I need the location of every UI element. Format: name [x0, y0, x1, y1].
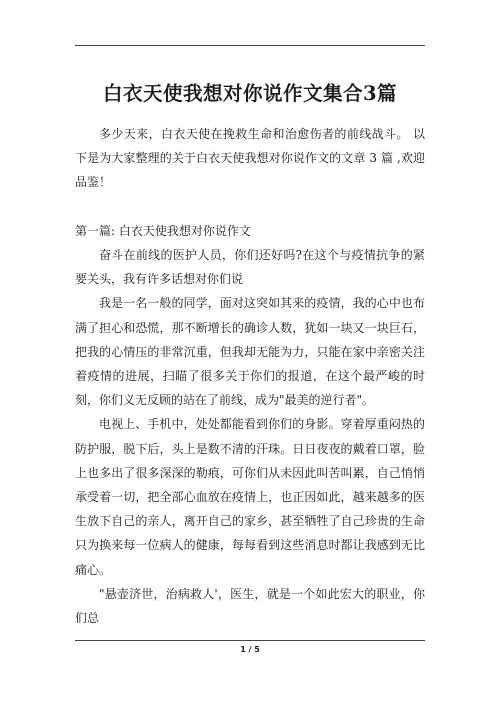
body-paragraph-2: 我是一名一般的同学，面对这突如其来的疫情，我的心中也布满了担心和恐慌，那不断增长的确诊人数，犹如一块又一块巨石，把我的心情压的非常沉重，但我却无能为力，只能在家中亲密关注着疫情的进展，扫瞄了很多关于你们的报道，在这个最严峻的时刻，你们义无反顾的站在了前线，成为"最美的逆行者"。 — [75, 296, 425, 408]
body-paragraph-3: 电视上、手机中，处处都能看到你们的身影。穿着厚重闷热的防护服，脱下后，头上是数不清的汗珠。日日夜夜的戴着口罩，脸上也多出了很多深深的勒痕，可你们从未因此叫苦叫累，自己悄悄承受着一切，把全部心血放在疫情上，也正因如此，越来越多的医生放下自己的亲人，离开自己的家乡，甚至牺牲了自己珍贵的生命只为换来每一位病人的健康，每每看到这些消息时都让我感到无比痛心。 — [75, 417, 425, 577]
section-heading: 第一篇: 白衣天使我想对你说作文 — [75, 223, 251, 238]
document-body — [75, 122, 425, 630]
header-rule — [75, 45, 425, 46]
blank-line — [75, 195, 425, 219]
body-paragraph-4: "悬壶济世，治病救人'，医生，就是一个如此宏大的职业，你们总 — [75, 586, 425, 626]
page-number: 1 / 5 — [240, 645, 260, 654]
intro-paragraph: 多少天来，白衣天使在挽救生命和治愈伤者的前线战斗。 以下是为大家整理的关于白衣天使我想对你说作文的文章 3 篇 ,欢迎品鉴！ — [75, 127, 425, 190]
body-paragraph-1: 奋斗在前线的医护人员，你们还好吗?在这个与疫情抗争的紧要关头，我有许多话想对你们说 — [75, 248, 425, 287]
document-title: 白衣天使我想对你说作文集合3篇 — [102, 82, 398, 105]
footer-rule — [75, 640, 425, 641]
